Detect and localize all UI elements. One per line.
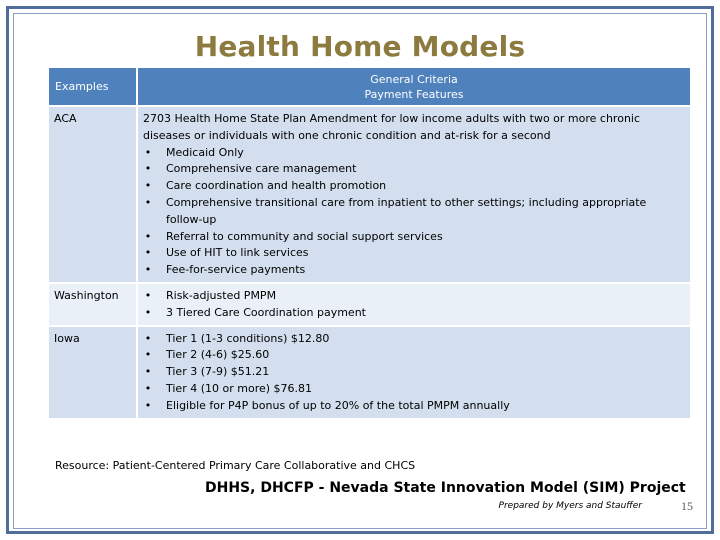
footer-project-title: DHHS, DHCFP - Nevada State Innovation Model (SIM) Project bbox=[205, 480, 686, 496]
table-row-aca bbox=[49, 106, 690, 283]
row-criteria bbox=[137, 283, 690, 326]
bullet-icon: • bbox=[144, 331, 152, 345]
row-example: Washington bbox=[49, 283, 137, 326]
row-example: ACA bbox=[49, 106, 137, 283]
row-example: Iowa bbox=[49, 326, 137, 418]
bullet-icon: • bbox=[144, 381, 152, 395]
list-item bbox=[143, 161, 685, 178]
resource-citation: Resource: Patient-Centered Primary Care Collaborative and CHCS bbox=[55, 459, 416, 472]
row-criteria bbox=[137, 326, 690, 418]
bullet-icon: • bbox=[144, 263, 152, 277]
footer-prepared-by: Prepared by Myers and Stauffer bbox=[498, 501, 642, 511]
list-item-text: Medicaid Only bbox=[166, 145, 244, 159]
bullet-icon: • bbox=[144, 365, 152, 379]
criteria-list bbox=[143, 288, 685, 322]
header-criteria bbox=[137, 68, 690, 106]
header-examples: Examples bbox=[49, 68, 137, 106]
list-item-text: Comprehensive transitional care from inpatient to other settings; including appropriate follow-up bbox=[166, 195, 647, 226]
row-criteria bbox=[137, 106, 690, 283]
health-home-models-table bbox=[49, 68, 690, 418]
bullet-icon: • bbox=[144, 246, 152, 260]
bullet-icon: • bbox=[144, 179, 152, 193]
table-row-washington bbox=[49, 283, 690, 326]
list-item bbox=[143, 262, 685, 279]
bullet-icon: • bbox=[144, 229, 152, 243]
list-item bbox=[143, 178, 685, 195]
bullet-icon: • bbox=[144, 348, 152, 362]
list-item-text: Eligible for P4P bonus of up to 20% of the total PMPM annually bbox=[166, 398, 510, 412]
list-item-text: Risk-adjusted PMPM bbox=[166, 288, 277, 302]
list-item bbox=[143, 381, 685, 398]
bullet-icon: • bbox=[144, 162, 152, 176]
list-item-text: 3 Tiered Care Coordination payment bbox=[166, 305, 366, 319]
list-item-text: Tier 4 (10 or more) $76.81 bbox=[166, 381, 313, 395]
page-number: 15 bbox=[681, 499, 693, 513]
list-item-text: Use of HIT to link services bbox=[166, 246, 309, 260]
bullet-icon: • bbox=[144, 305, 152, 319]
list-item bbox=[143, 331, 685, 348]
list-item bbox=[143, 398, 685, 415]
table-header-row bbox=[49, 68, 690, 106]
list-item bbox=[143, 288, 685, 305]
header-criteria-line2: Payment Features bbox=[364, 87, 464, 101]
list-item-text: Care coordination and health promotion bbox=[166, 179, 387, 193]
list-item bbox=[143, 305, 685, 322]
list-item bbox=[143, 229, 685, 246]
row-intro: 2703 Health Home State Plan Amendment for low income adults with two or more chronic diseases or individuals with one chronic condition and at-risk for a second bbox=[143, 112, 641, 142]
bullet-icon: • bbox=[144, 145, 152, 159]
criteria-list bbox=[143, 331, 685, 415]
list-item-text: Tier 2 (4-6) $25.60 bbox=[166, 348, 270, 362]
list-item bbox=[143, 364, 685, 381]
list-item bbox=[143, 347, 685, 364]
list-item-text: Fee-for-service payments bbox=[166, 263, 306, 277]
list-item-text: Referral to community and social support services bbox=[166, 229, 443, 243]
table-row-iowa bbox=[49, 326, 690, 418]
bullet-icon: • bbox=[144, 195, 152, 209]
list-item-text: Tier 1 (1-3 conditions) $12.80 bbox=[166, 331, 330, 345]
list-item-text: Comprehensive care management bbox=[166, 162, 357, 176]
bullet-icon: • bbox=[144, 288, 152, 302]
list-item bbox=[143, 195, 685, 229]
list-item bbox=[143, 245, 685, 262]
header-criteria-line1: General Criteria bbox=[370, 72, 458, 86]
criteria-list bbox=[143, 145, 685, 279]
list-item-text: Tier 3 (7-9) $51.21 bbox=[166, 365, 270, 379]
bullet-icon: • bbox=[144, 398, 152, 412]
list-item bbox=[143, 145, 685, 162]
slide-title: Health Home Models bbox=[194, 30, 526, 63]
